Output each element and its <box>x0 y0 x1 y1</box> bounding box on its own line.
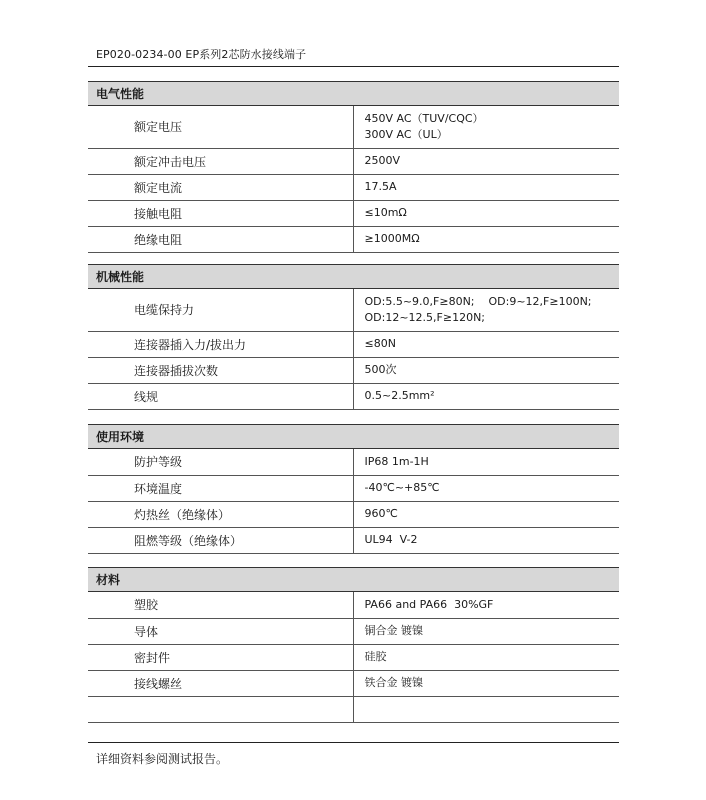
spec-label: 额定电流 <box>88 174 353 200</box>
spec-label: 电缆保持力 <box>88 289 353 331</box>
document-title: EP020-0234-00 EP系列2芯防水接线端子 <box>96 48 307 61</box>
spec-value-line: -40℃~+85℃ <box>364 481 440 494</box>
spec-row <box>88 527 619 553</box>
spec-value-line: OD:5.5~9.0,F≥80N; OD:9~12,F≥100N; <box>364 294 592 308</box>
spec-row <box>88 475 619 501</box>
spec-value <box>353 618 619 644</box>
spec-row <box>88 383 619 409</box>
spec-label: 连接器插入力/拔出力 <box>88 331 353 357</box>
spec-label: 环境温度 <box>88 475 353 501</box>
spec-label: 灼热丝（绝缘体） <box>88 501 353 527</box>
spec-label: 导体 <box>88 618 353 644</box>
spec-value-line: 450V AC（TUV/CQC） <box>364 111 484 125</box>
spec-value <box>353 644 619 670</box>
spec-value <box>353 357 619 383</box>
section-heading: 使用环境 <box>88 424 619 449</box>
footer-note: 详细资料参阅测试报告。 <box>96 752 229 766</box>
spec-value-line: IP68 1m-1H <box>364 454 429 468</box>
spec-value-line: ≤80N <box>364 337 396 350</box>
spec-label: 接触电阻 <box>88 200 353 226</box>
spec-row <box>88 644 619 670</box>
spec-value-line: OD:12~12.5,F≥120N; <box>364 310 486 324</box>
spec-value <box>353 527 619 553</box>
spec-row <box>88 174 619 200</box>
spec-row <box>88 106 619 148</box>
spec-row <box>88 357 619 383</box>
spec-label: 线规 <box>88 383 353 409</box>
spec-label: 绝缘电阻 <box>88 226 353 252</box>
spec-value <box>353 475 619 501</box>
spec-row <box>88 696 619 722</box>
spec-row <box>88 289 619 331</box>
spec-value <box>353 106 619 148</box>
spec-value-line: 500次 <box>364 363 397 376</box>
spec-value <box>353 148 619 174</box>
spec-value <box>353 331 619 357</box>
spec-row <box>88 331 619 357</box>
spec-value <box>353 501 619 527</box>
spec-row <box>88 618 619 644</box>
spec-value-line: 300V AC（UL） <box>364 127 448 141</box>
section-heading: 机械性能 <box>88 264 619 289</box>
spec-label: 阻燃等级（绝缘体） <box>88 527 353 553</box>
section-electrical <box>88 81 619 253</box>
spec-label: 额定冲击电压 <box>88 148 353 174</box>
spec-value-line: 硅胶 <box>364 650 387 663</box>
spec-value <box>353 449 619 475</box>
spec-row <box>88 592 619 618</box>
spec-label: 密封件 <box>88 644 353 670</box>
section-heading: 电气性能 <box>88 81 619 106</box>
spec-value-line: UL94 V-2 <box>364 533 418 546</box>
footer-divider <box>88 742 619 743</box>
header-divider <box>88 66 619 67</box>
spec-value-line: 0.5~2.5mm² <box>364 389 435 402</box>
spec-value <box>353 383 619 409</box>
spec-value <box>353 696 619 722</box>
spec-value <box>353 670 619 696</box>
spec-label: 防护等级 <box>88 449 353 475</box>
spec-table <box>88 106 619 253</box>
section-materials <box>88 567 619 723</box>
spec-table <box>88 449 619 554</box>
section-heading: 材料 <box>88 567 619 592</box>
spec-row <box>88 670 619 696</box>
spec-table <box>88 289 619 410</box>
spec-label: 接线螺丝 <box>88 670 353 696</box>
spec-table <box>88 592 619 723</box>
spec-row <box>88 449 619 475</box>
spec-row <box>88 200 619 226</box>
spec-value-line: 960℃ <box>364 507 398 520</box>
spec-value-line: 铜合金 镀镍 <box>364 624 423 637</box>
spec-value-line: 铁合金 镀镍 <box>364 676 423 689</box>
spec-value-line: 17.5A <box>364 180 397 193</box>
spec-label: 塑胶 <box>88 592 353 618</box>
spec-value-line: ≥1000MΩ <box>364 232 420 245</box>
spec-value <box>353 200 619 226</box>
spec-value-line: ≤10mΩ <box>364 206 407 219</box>
spec-label: 额定电压 <box>88 106 353 148</box>
spec-row <box>88 501 619 527</box>
spec-value-line: PA66 and PA66 30%GF <box>364 597 494 611</box>
section-environment <box>88 424 619 554</box>
spec-value <box>353 174 619 200</box>
spec-row <box>88 148 619 174</box>
section-mechanical <box>88 264 619 410</box>
spec-value-line: 2500V <box>364 154 401 167</box>
spec-value <box>353 289 619 331</box>
spec-label: 连接器插拔次数 <box>88 357 353 383</box>
spec-value <box>353 226 619 252</box>
spec-value <box>353 592 619 618</box>
spec-row <box>88 226 619 252</box>
spec-label <box>88 696 353 722</box>
